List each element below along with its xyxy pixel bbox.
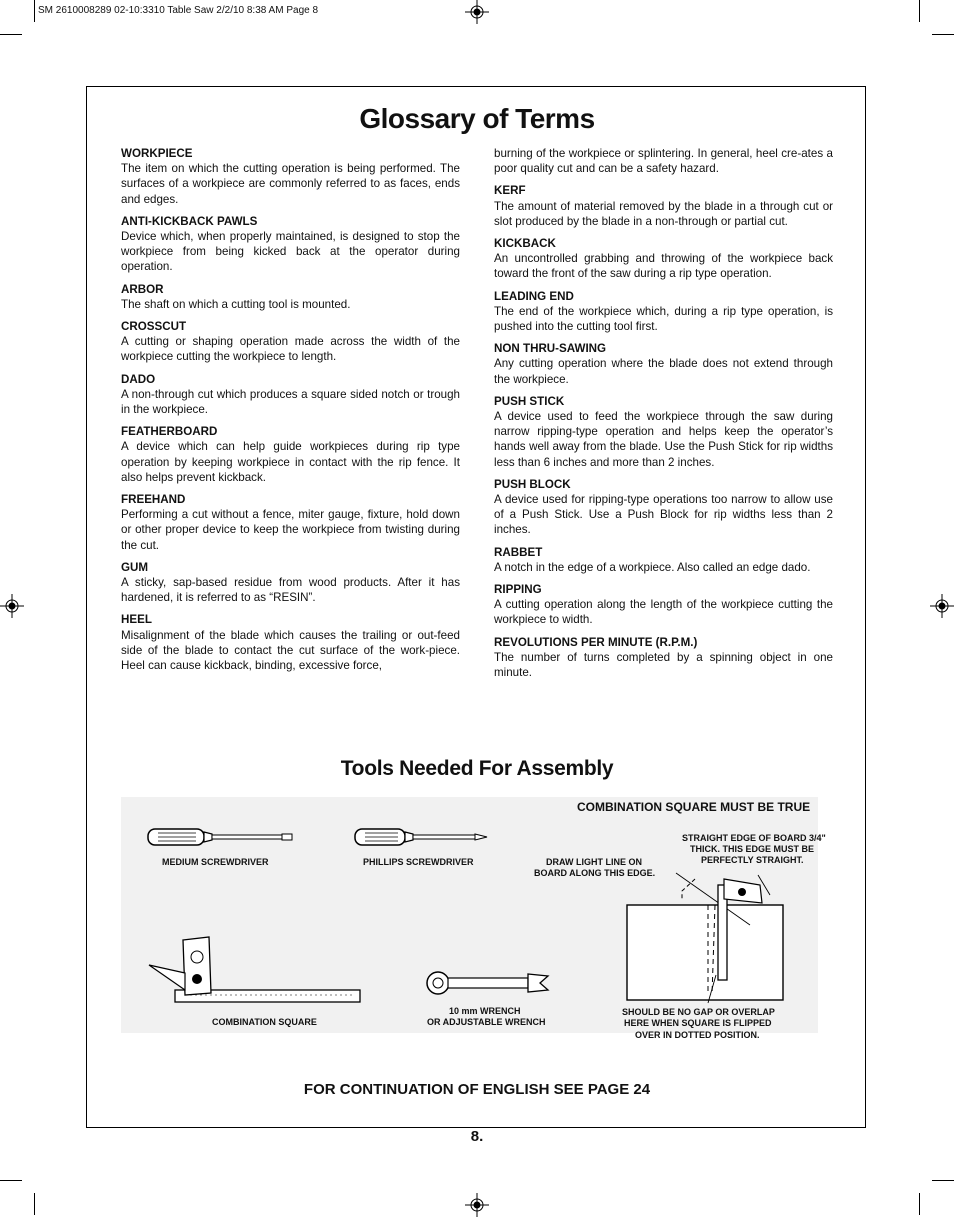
glossary-definition: A non-through cut which produces a square sided notch or trough in the workpiece. xyxy=(121,387,460,417)
draw-line-note-line1: DRAW LIGHT LINE ON xyxy=(546,857,642,867)
glossary-term: RABBET xyxy=(494,545,543,559)
glossary-definition: Any cutting operation where the blade does not extend through the workpiece. xyxy=(494,357,833,386)
straight-edge-note-line2: THICK. THIS EDGE MUST BE xyxy=(690,844,815,854)
page-number: 8. xyxy=(470,1128,484,1145)
glossary-term: DADO xyxy=(121,372,156,386)
glossary-term: RIPPING xyxy=(494,583,542,597)
print-slug: SM 2610008289 02-10:3310 Table Saw 2/2/10 8:38 AM Page 8 xyxy=(38,5,319,16)
combination-square-icon xyxy=(145,935,365,1010)
registration-mark-bottom xyxy=(465,1193,489,1217)
crop-mark xyxy=(34,1193,35,1215)
glossary-term: LEADING END xyxy=(494,289,574,303)
gap-note-line1: SHOULD BE NO GAP OR OVERLAP xyxy=(622,1007,775,1017)
glossary-definition: A cutting or shaping operation made across the width of the workpiece cutting the workpiece to length. xyxy=(121,335,460,364)
phillips-screwdriver-label: PHILLIPS SCREWDRIVER xyxy=(363,857,474,867)
crop-mark xyxy=(932,1180,954,1181)
glossary-term: PUSH BLOCK xyxy=(494,477,571,491)
combination-square-label: COMBINATION SQUARE xyxy=(212,1017,317,1027)
wrench-icon xyxy=(424,970,554,996)
crop-mark xyxy=(932,34,954,35)
glossary-definition: The amount of material removed by the blade in a through cut or slot produced by the blade in a non-through or partial cut. xyxy=(494,199,833,228)
glossary-term: KICKBACK xyxy=(494,237,556,251)
straight-edge-note-line3: PERFECTLY STRAIGHT. xyxy=(701,855,804,865)
gap-note-line3: OVER IN DOTTED POSITION. xyxy=(635,1030,760,1040)
crop-mark xyxy=(919,0,920,22)
medium-screwdriver-icon xyxy=(146,826,296,848)
crop-mark xyxy=(0,1180,22,1181)
glossary-definition: The shaft on which a cutting tool is mounted. xyxy=(121,297,351,311)
glossary-definition: A device used for ripping-type operations too narrow to allow use of a Push Stick. Use a Push Block for rip widths less than 2 inches. xyxy=(494,493,833,537)
crop-mark xyxy=(0,34,22,35)
glossary-term: HEEL xyxy=(121,613,152,627)
glossary-definition-continued: burning of the workpiece or splintering. In general, heel cre-ates a poor quality cut and can be a safety hazard. xyxy=(494,147,833,176)
medium-screwdriver-label: MEDIUM SCREWDRIVER xyxy=(162,857,269,867)
glossary-definition: A sticky, sap-based residue from wood products. After it has hardened, it is referred to as “RESIN”. xyxy=(121,576,460,605)
gap-note-line2: HERE WHEN SQUARE IS FLIPPED xyxy=(624,1018,772,1028)
glossary-definition: A cutting operation along the length of the workpiece cutting the workpiece to width. xyxy=(494,598,833,627)
crop-mark xyxy=(919,1193,920,1215)
glossary-term: ANTI-KICKBACK PAWLS xyxy=(121,214,258,228)
glossary-term: NON THRU-SAWING xyxy=(494,342,607,356)
crop-mark xyxy=(34,0,35,22)
glossary-definition: An uncontrolled grabbing and throwing of the workpiece back toward the front of the saw during a rip type operation. xyxy=(494,252,833,281)
page-title: Glossary of Terms xyxy=(359,103,595,134)
wrench-label-line1: 10 mm WRENCH xyxy=(449,1006,521,1016)
glossary-definition: A device used to feed the workpiece through the saw during narrow ripping-type operation and helps keep the operator’s hands well away from the blade. Use the Push Stick for rip widths less than 6 inches and more than 2 inches. xyxy=(494,410,833,469)
glossary-definition: A device which can help guide workpieces during rip type operation by keeping workpiece in contact with the rip fence. It also helps prevent kickback. xyxy=(121,440,460,484)
wrench-label-line2: OR ADJUSTABLE WRENCH xyxy=(427,1017,546,1027)
glossary-definition: The end of the workpiece which, during a rip type operation, is pushed into the cutting tool first. xyxy=(494,304,833,334)
registration-mark-top xyxy=(465,0,489,24)
glossary-right-column xyxy=(494,146,833,687)
glossary-term: ARBOR xyxy=(121,282,164,296)
registration-mark-left xyxy=(0,594,24,618)
glossary-term: CROSSCUT xyxy=(121,320,187,334)
glossary-term: FREEHAND xyxy=(121,493,186,507)
straight-edge-note-line1: STRAIGHT EDGE OF BOARD 3/4" xyxy=(682,833,826,843)
continuation-note: FOR CONTINUATION OF ENGLISH SEE PAGE 24 xyxy=(303,1081,651,1098)
square-check-diagram xyxy=(620,865,820,1005)
glossary-definition: Device which, when properly maintained, is designed to stop the workpiece from being kicked back at the operator during operation. xyxy=(121,230,460,274)
glossary-left-column xyxy=(121,146,460,680)
glossary-term: FEATHERBOARD xyxy=(121,425,218,439)
glossary-definition: The number of turns completed by a spinning object in one minute. xyxy=(494,650,833,680)
glossary-definition: Misalignment of the blade which causes the trailing or out-feed side of the blade to contact the cut surface of the work-piece. Heel can cause kickback, binding, excessive force, xyxy=(121,628,460,673)
tools-section-title: Tools Needed For Assembly xyxy=(340,757,614,780)
glossary-term: GUM xyxy=(121,560,149,574)
glossary-term: REVOLUTIONS PER MINUTE (R.P.M.) xyxy=(494,635,698,649)
registration-mark-right xyxy=(930,594,954,618)
glossary-definition: A notch in the edge of a workpiece. Also called an edge dado. xyxy=(494,560,811,574)
glossary-term: PUSH STICK xyxy=(494,394,565,408)
glossary-definition: Performing a cut without a fence, miter gauge, fixture, hold down or other proper device to keep the workpiece from twisting during the cut. xyxy=(121,508,460,552)
glossary-term: KERF xyxy=(494,184,526,198)
draw-line-note-line2: BOARD ALONG THIS EDGE. xyxy=(534,868,656,878)
square-diagram-title: COMBINATION SQUARE MUST BE TRUE xyxy=(577,800,811,814)
phillips-screwdriver-icon xyxy=(353,826,503,848)
glossary-definition: The item on which the cutting operation is being performed. The surfaces of a workpiece are commonly referred to as faces, ends and edges. xyxy=(121,162,460,206)
glossary-term: WORKPIECE xyxy=(121,147,193,160)
